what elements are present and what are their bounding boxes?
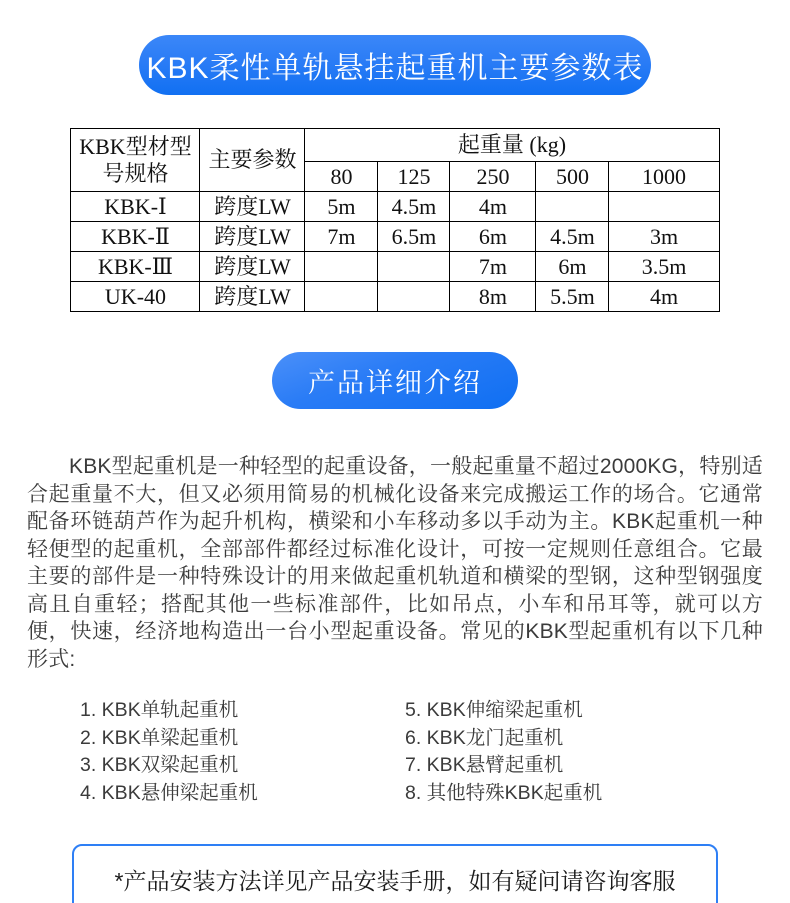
model-cell: KBK-Ⅱ [71,222,200,252]
value-cell [305,282,378,312]
value-cell: 4.5m [536,222,609,252]
model-cell: KBK-Ⅲ [71,252,200,282]
value-cell [305,252,378,282]
table-row [71,192,719,222]
param-cell: 跨度LW [200,192,305,222]
value-cell: 5.5m [536,282,609,312]
parameters-table [70,128,719,312]
model-cell: UK-40 [71,282,200,312]
list-item: 3. KBK双梁起重机 [80,754,239,776]
value-cell [378,252,450,282]
col-header-capacity-250: 250 [450,162,536,192]
model-cell: KBK-Ⅰ [71,192,200,222]
param-cell: 跨度LW [200,222,305,252]
value-cell: 6m [536,252,609,282]
intro-paragraph: KBK型起重机是一种轻型的起重设备，一般起重量不超过2000KG，特别适合起重量不大，但又必须用简易的机械化设备来完成搬运工作的场合。它通常配备环链葫芦作为起升机构，横梁和小车移动多以手动为主。KBK起重机一种轻便型的起重机，全部部件都经过标准化设计，可按一定规则任意组合。它最主要的部件是一种特殊设计的用来做起重机轨道和横梁的型钢，这种型钢强度高且自重轻；搭配其他一些标准部件，比如吊点，小车和吊耳等，就可以方便，快速，经济地构造出一台小型起重设备。常见的KBK型起重机有以下几种形式: [27,455,763,671]
list-item: 4. KBK悬伸梁起重机 [80,781,258,804]
value-cell [378,282,450,312]
crane-type-lists [0,697,790,807]
title-banner [139,35,651,95]
table-row [71,252,719,282]
footer-note-box [72,844,718,903]
value-cell: 4m [450,192,536,222]
value-cell [609,192,719,222]
product-detail-button[interactable]: 产品详细介绍 [272,352,518,409]
col-header-capacity-125: 125 [378,162,450,192]
list-item: 8. 其他特殊KBK起重机 [405,781,603,804]
col-header-capacity-group: 起重量 (kg) [305,129,719,162]
value-cell: 3.5m [609,252,719,282]
value-cell: 7m [450,252,536,282]
value-cell: 4.5m [378,192,450,222]
table-row [71,222,719,252]
footer-note-text: *产品安装方法详见产品安装手册，如有疑问请咨询客服 [114,868,676,894]
value-cell: 8m [450,282,536,312]
crane-type-list-right [405,697,602,807]
list-item: 5. KBK伸缩梁起重机 [405,699,583,721]
value-cell: 3m [609,222,719,252]
list-item: 6. KBK龙门起重机 [405,726,564,749]
table-row [71,282,719,312]
col-header-capacity-500: 500 [536,162,609,192]
col-header-capacity-80: 80 [305,162,378,192]
col-header-capacity-1000: 1000 [609,162,719,192]
value-cell [536,192,609,222]
param-cell: 跨度LW [200,252,305,282]
crane-type-list-left [80,697,405,807]
page-title: KBK柔性单轨悬挂起重机主要参数表 [146,52,644,85]
param-cell: 跨度LW [200,282,305,312]
value-cell: 4m [609,282,719,312]
list-item: 2. KBK单梁起重机 [80,726,239,749]
list-item: 1. KBK单轨起重机 [80,699,239,721]
value-cell: 7m [305,222,378,252]
value-cell: 6.5m [378,222,450,252]
table-header-row-1 [71,129,719,162]
value-cell: 5m [305,192,378,222]
col-header-model: KBK型材型号规格 [71,129,200,192]
list-item: 7. KBK悬臂起重机 [405,754,564,776]
col-header-param: 主要参数 [200,129,305,192]
value-cell: 6m [450,222,536,252]
